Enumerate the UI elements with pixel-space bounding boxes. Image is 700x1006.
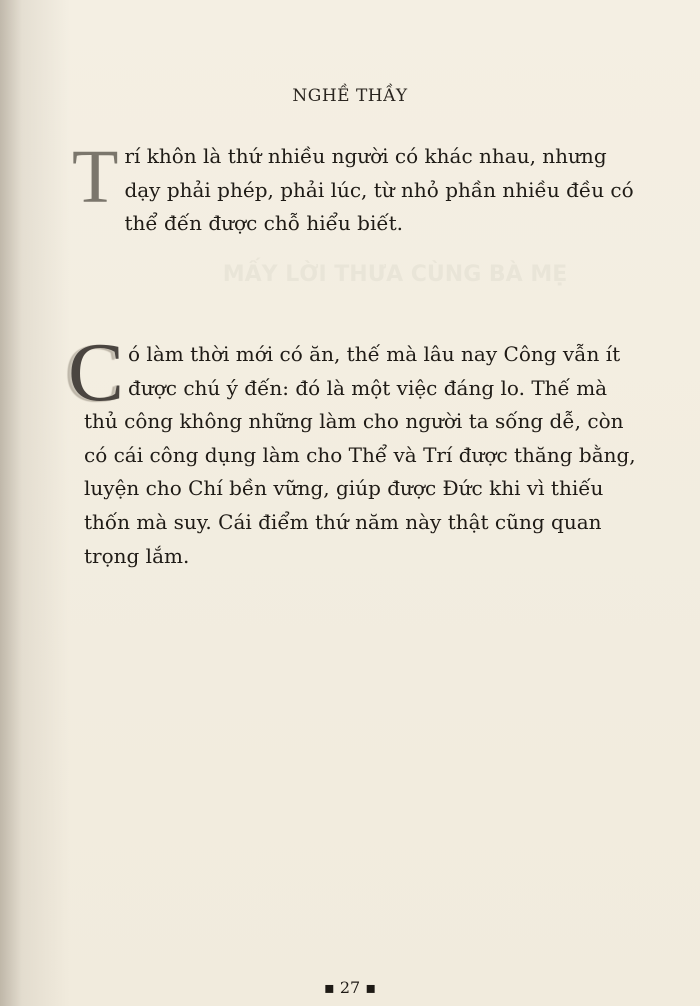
- page-number-value: 27: [339, 978, 361, 997]
- paragraph-text: ó làm thời mới có ăn, thế mà lâu nay Công vẫn ít được chú ý đến: đó là một việc đáng lo. Thế mà thủ công không những làm cho người ta sống dễ, còn có cái công dụng làm cho Thể và Trí được thăng bằng, luyện cho Chí bền vững, giúp được Đức khi vì thiếu thốn mà suy. Cái điểm thứ năm này thật cũng quan trọng lắm.: [84, 342, 636, 568]
- show-through-heading: MẤY LỜI THƯA CÙNG BÀ MẸ: [222, 262, 568, 287]
- drop-cap: T: [72, 135, 119, 219]
- running-header: NGHỀ THẦY: [292, 86, 408, 106]
- drop-cap: C: [68, 326, 125, 419]
- paragraph-2: [68, 326, 644, 573]
- page-number: [0, 978, 700, 997]
- paragraph-1: [72, 135, 644, 241]
- page-marker-left: ▪: [323, 978, 335, 997]
- page-marker-right: ▪: [365, 978, 377, 997]
- paragraph-text: rí khôn là thứ nhiều người có khác nhau, nhưng dạy phải phép, phải lúc, từ nhỏ phần nhiều đều có thể đến được chỗ hiểu biết.: [124, 144, 634, 236]
- show-through-text: [95, 200, 695, 960]
